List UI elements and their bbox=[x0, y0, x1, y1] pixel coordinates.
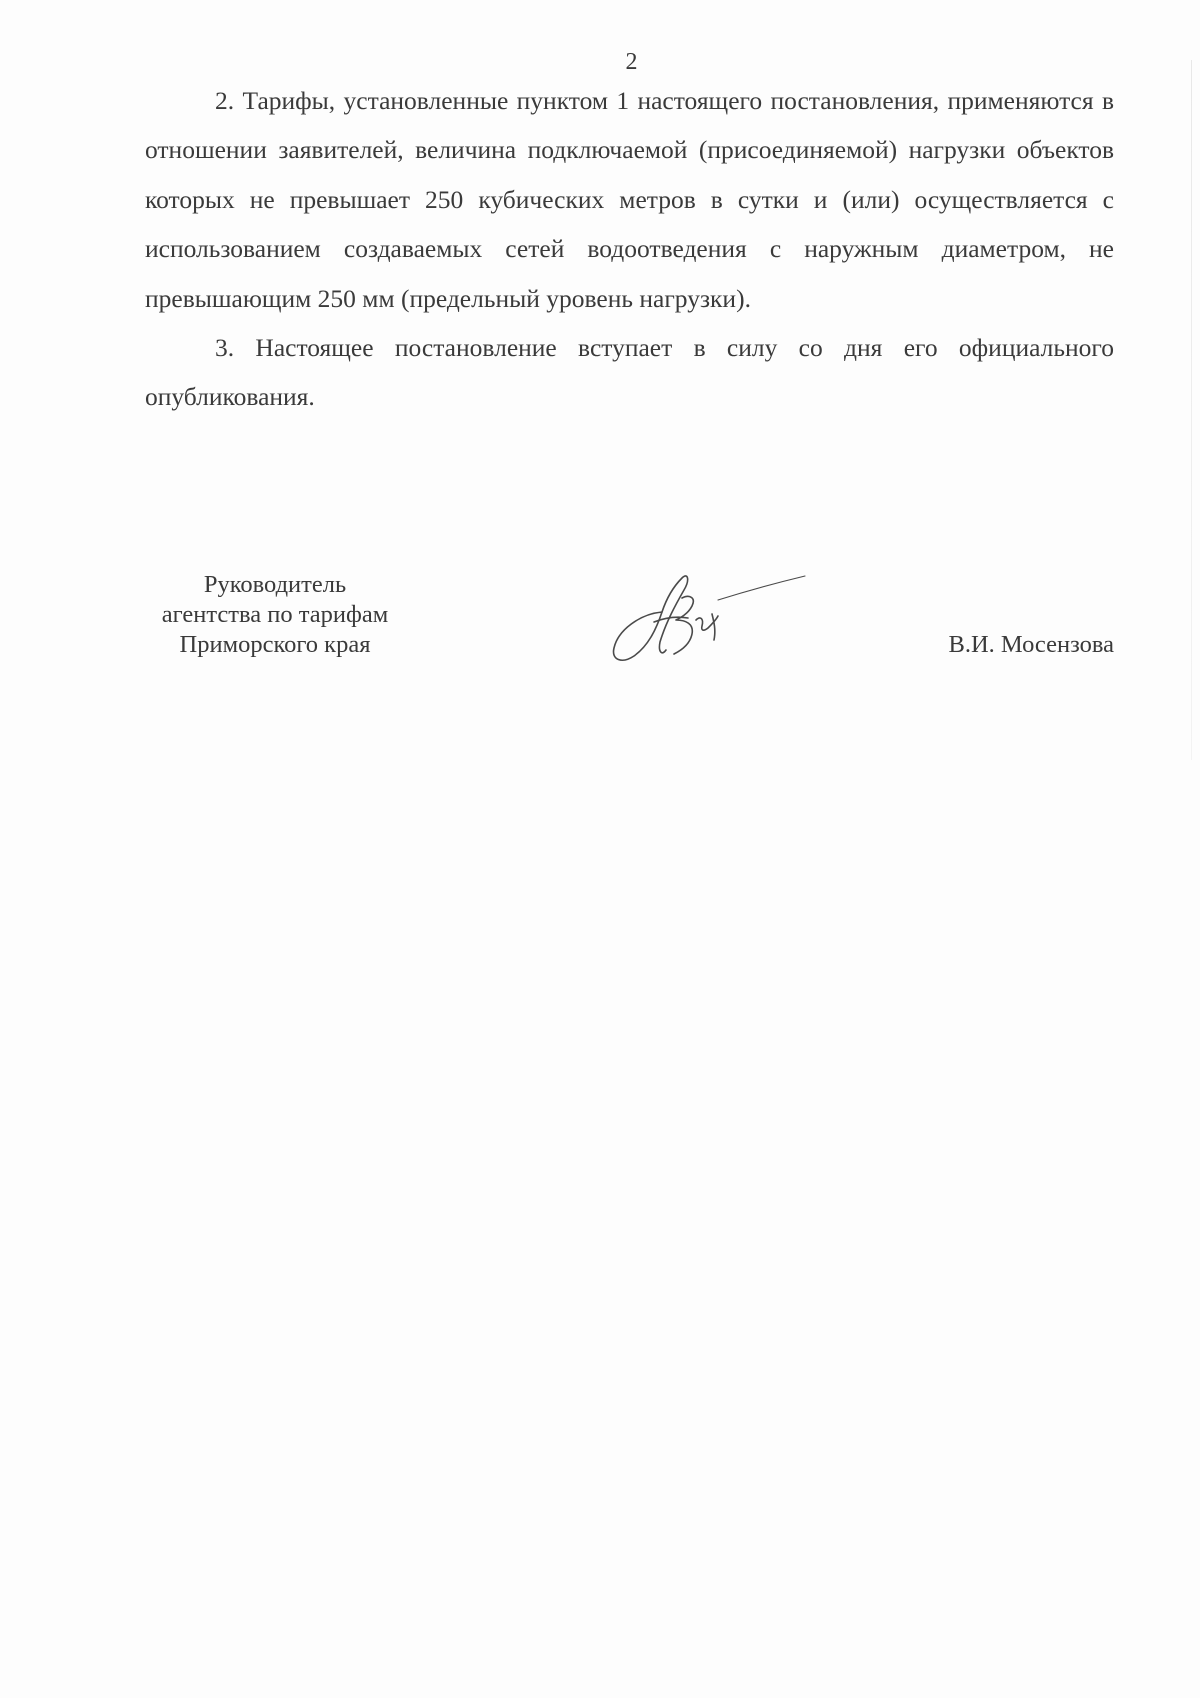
signatory-name: В.И. Мосензова bbox=[948, 631, 1114, 658]
document-body bbox=[145, 76, 1114, 422]
scan-edge-line bbox=[1191, 60, 1192, 760]
paragraph-2: 2. Тарифы, установленные пунктом 1 настоящего постановления, применяются в отношении заявителей, величина подключаемой (присоединяемой) нагрузки объектов которых не превышает 250 кубических метров в сутки и (или) осуществляется с использованием создаваемых сетей водоотведения с наружным диаметром, не превышающим 250 мм (предельный уровень нагрузки). bbox=[145, 86, 1114, 313]
paragraph-3: 3. Настоящее постановление вступает в силу со дня его официального опубликования. bbox=[145, 333, 1114, 412]
page-number: 2 bbox=[625, 49, 638, 75]
signatory-title-line: агентства по тарифам bbox=[161, 601, 389, 628]
signatory-title bbox=[130, 570, 420, 660]
signatory-title-line: Руководитель bbox=[203, 571, 347, 598]
signatory-title-line: Приморского края bbox=[179, 631, 371, 658]
handwritten-signature bbox=[600, 560, 810, 670]
